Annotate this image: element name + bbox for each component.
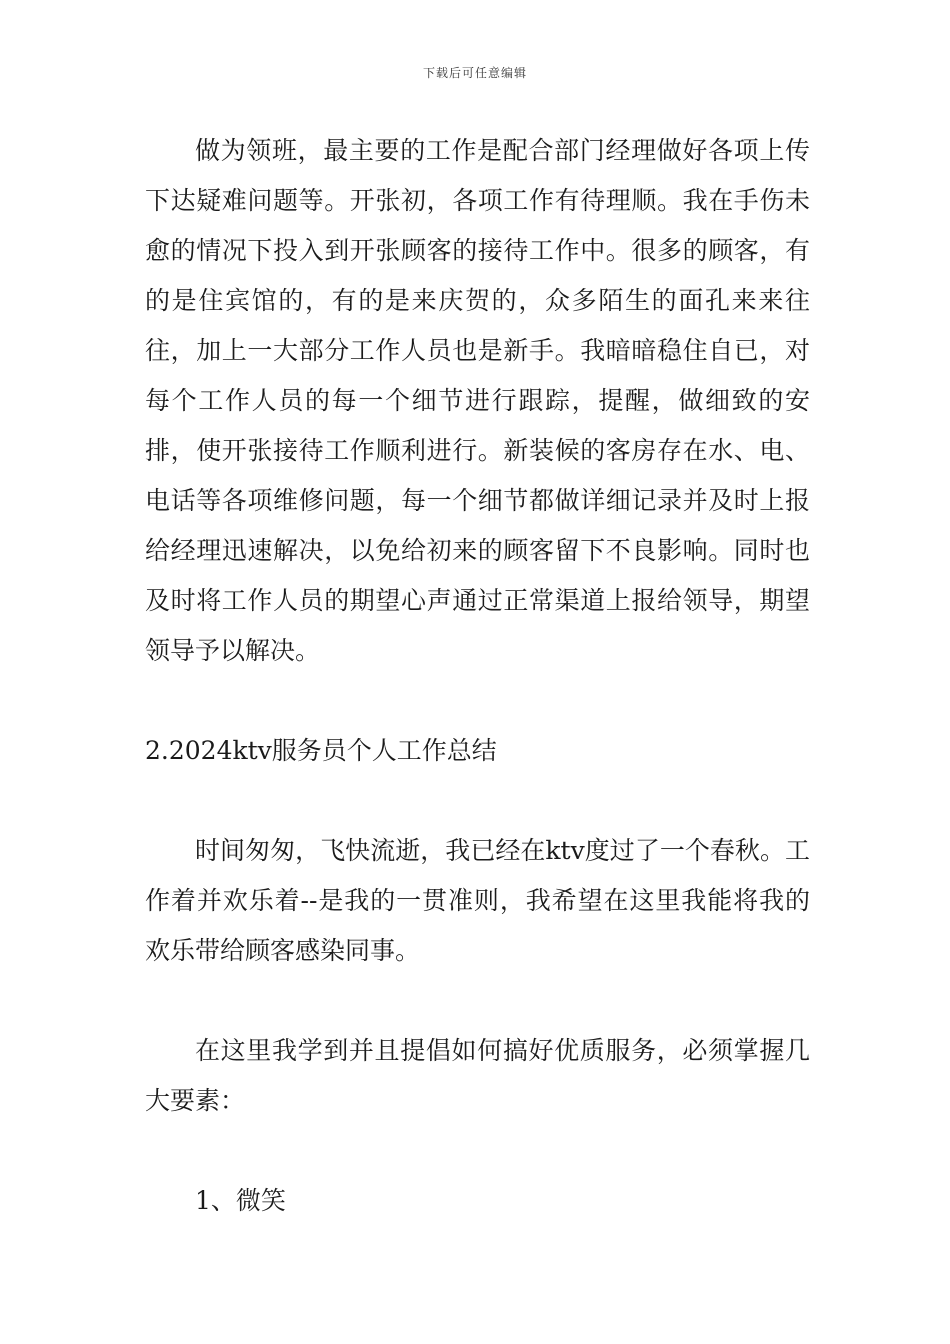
document-body <box>145 126 810 1226</box>
section-heading: 2.2024ktv服务员个人工作总结 <box>145 736 497 765</box>
paragraph-supervisor-duties: 做为领班，最主要的工作是配合部门经理做好各项上传下达疑难问题等。开张初，各项工作有待理顺。我在手伤未愈的情况下投入到开张顾客的接待工作中。很多的顾客，有的是住宾馆的，有的是来庆贺的，众多陌生的面孔来来往往，加上一大部分工作人员也是新手。我暗暗稳住自已，对每个工作人员的每一个细节进行跟踪，提醒，做细致的安排，使开张接待工作顺利进行。新装候的客房存在水、电、电话等各项维修问题，每一个细节都做详细记录并及时上报给经理迅速解决，以免给初来的顾客留下不良影响。同时也及时将工作人员的期望心声通过正常渠道上报给领导，期望领导予以解决。 <box>145 136 810 665</box>
page-header-note: 下载后可任意编辑 <box>422 66 527 80</box>
list-item-smile: 1、微笑 <box>195 1186 286 1215</box>
paragraph-time-at-ktv: 时间匆匆，飞快流逝，我已经在ktv度过了一个春秋。工作着并欢乐着--是我的一贯准则，我希望在这里我能将我的欢乐带给顾客感染同事。 <box>145 836 810 965</box>
paragraph-service-elements: 在这里我学到并且提倡如何搞好优质服务，必须掌握几大要素： <box>145 1036 810 1115</box>
